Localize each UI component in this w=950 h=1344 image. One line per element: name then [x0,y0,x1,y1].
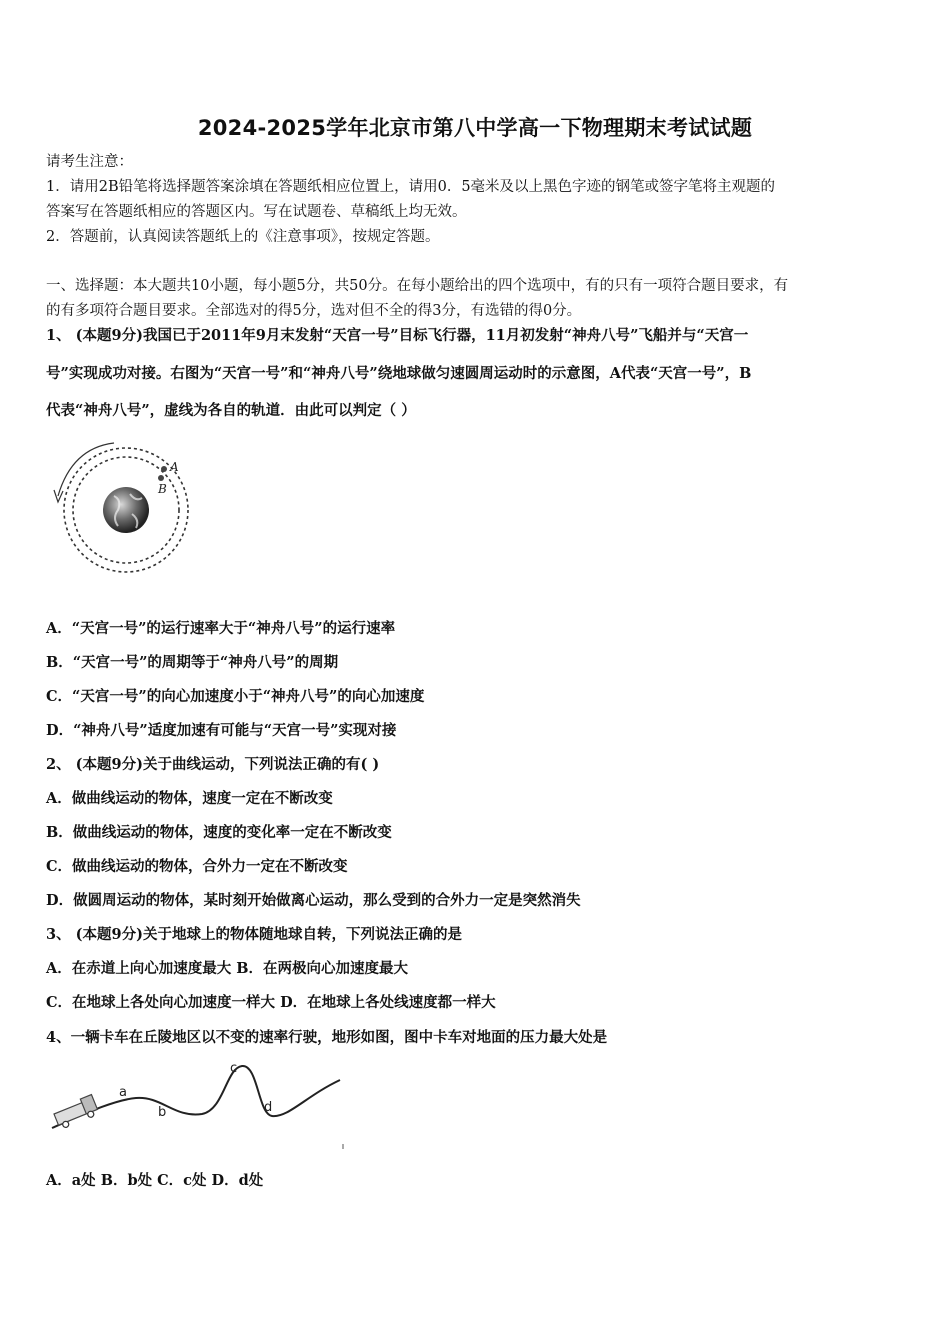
q2-option-b: B．做曲线运动的物体，速度的变化率一定在不断改变 [46,824,392,841]
question-3-stem: 3、 (本题9分)关于地球上的物体随地球自转，下列说法正确的是 [46,926,462,943]
label-a: a [119,1085,127,1100]
label-d: d [264,1100,273,1115]
notice-line: 1．请用2B铅笔将选择题答案涂填在答题纸相应位置上，请用0．5毫米及以上黑色字迹的钢笔或签字笔将主观题的 [46,179,776,195]
orbit-diagram [44,438,194,580]
earth-icon [103,487,149,533]
question-1-stem: 1、 (本题9分)我国已于2011年9月末发射“天宫一号”目标飞行器，11月初发射“神舟八号”飞船并与“天宫一 [46,327,749,344]
q2-option-a: A．做曲线运动的物体，速度一定在不断改变 [46,790,333,807]
satellite-a-icon [161,466,167,472]
notice-line: 答案写在答题纸相应的答题区内。写在试题卷、草稿纸上均无效。 [46,204,467,220]
label-a: A [170,460,179,474]
label-c: c [230,1061,238,1076]
q2-option-d: D．做圆周运动的物体，某时刻开始做离心运动，那么受到的合外力一定是突然消失 [46,892,581,909]
truck-icon [53,1095,100,1130]
satellite-b-icon [158,475,164,481]
notice-heading: 请考生注意： [46,154,133,170]
question-1-stem: 号”实现成功对接。右图为“天宫一号”和“神舟八号”绕地球做匀速圆周运动时的示意图，A代表“天宫一号”，B [46,365,752,382]
q1-option-a: A．“天宫一号”的运行速率大于“神舟八号”的运行速率 [46,620,396,637]
section-heading: 一、选择题：本大题共10小题，每小题5分，共50分。在每小题给出的四个选项中，有的只有一项符合题目要求，有 [46,278,789,294]
q3-options-ab: A．在赤道上向心加速度最大 B．在两极向心加速度最大 [46,960,409,977]
q2-option-c: C．做曲线运动的物体，合外力一定在不断改变 [46,858,348,875]
terrain-diagram [44,1056,346,1152]
question-2-stem: 2、 (本题9分)关于曲线运动，下列说法正确的有( ) [46,756,380,773]
section-heading: 的有多项符合题目要求。全部选对的得5分，选对但不全的得3分，有选错的得0分。 [46,303,582,319]
notice-line: 2．答题前，认真阅读答题纸上的《注意事项》，按规定答题。 [46,229,440,245]
road-curve [52,1066,340,1128]
q4-options: A．a处 B．b处 C．c处 D．d处 [46,1172,264,1189]
q1-option-b: B．“天宫一号”的周期等于“神舟八号”的周期 [46,654,339,671]
question-4-stem: 4、一辆卡车在丘陵地区以不变的速率行驶，地形如图，图中卡车对地面的压力最大处是 [46,1029,608,1046]
label-b: B [158,482,167,496]
label-b: b [158,1105,167,1120]
q1-option-c: C．“天宫一号”的向心加速度小于“神舟八号”的向心加速度 [46,688,425,705]
page-title: 2024-2025学年北京市第八中学高一下物理期末考试试题 [197,116,753,140]
question-1-stem: 代表“神舟八号”，虚线为各自的轨道．由此可以判定（ ） [46,402,416,419]
q3-options-cd: C．在地球上各处向心加速度一样大 D．在地球上各处线速度都一样大 [46,994,496,1011]
q1-option-d: D．“神舟八号”适度加速有可能与“天宫一号”实现对接 [46,722,397,739]
